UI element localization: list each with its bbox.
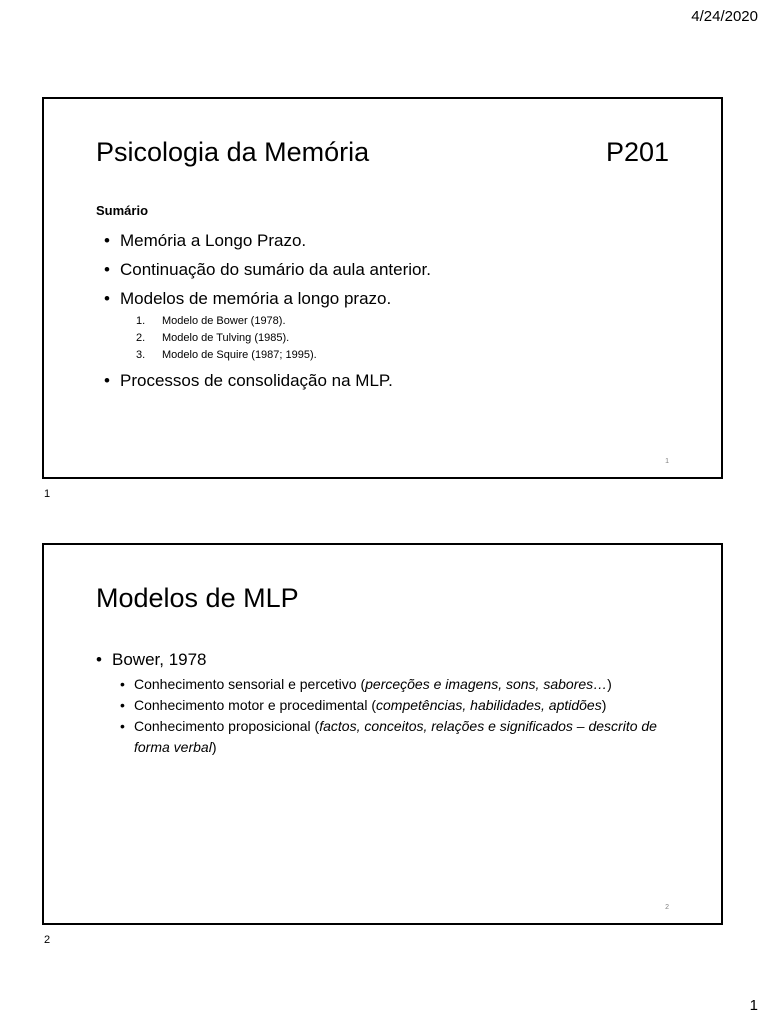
- slide-2: [42, 543, 723, 925]
- page-number: 1: [749, 997, 758, 1014]
- list-item: • Conhecimento motor e procedimental (competências, habilidades, aptidões): [96, 695, 676, 716]
- slide-title: Psicologia da Memória: [96, 137, 370, 167]
- numbered-sublist-container: [104, 313, 431, 364]
- numbered-sublist: [104, 313, 431, 364]
- list-item: 1. Modelo de Bower (1978).: [136, 315, 286, 327]
- slide-number: 2: [44, 934, 51, 946]
- list-item: • Modelos de memória a longo prazo.: [104, 284, 431, 313]
- content-list: [96, 645, 676, 758]
- list-item: • Memória a Longo Prazo.: [104, 226, 431, 255]
- summary-label: Sumário: [96, 203, 149, 218]
- list-item: • Processos de consolidação na MLP.: [104, 366, 431, 395]
- list-item: • Bower, 1978: [96, 645, 676, 674]
- print-date: 4/24/2020: [691, 8, 758, 25]
- slide-footer-number: 2: [665, 904, 669, 911]
- slide-1: [42, 97, 723, 479]
- list-item: 2. Modelo de Tulving (1985).: [136, 332, 290, 344]
- slide-number: 1: [44, 488, 51, 500]
- slide-title: Modelos de MLP: [96, 583, 299, 613]
- course-code: P201: [605, 137, 669, 167]
- list-item: • Conhecimento proposicional (factos, conceitos, relações e significados – descrito de forma verbal): [96, 716, 676, 758]
- list-item: • Continuação do sumário da aula anterior.: [104, 255, 431, 284]
- sublist: [96, 674, 676, 758]
- slide-footer-number: 1: [665, 458, 669, 465]
- list-item: • Conhecimento sensorial e percetivo (perceções e imagens, sons, sabores…): [96, 674, 676, 695]
- sublist-container: [96, 674, 676, 758]
- list-item: 3. Modelo de Squire (1987; 1995).: [136, 349, 317, 361]
- summary-list: [104, 226, 431, 395]
